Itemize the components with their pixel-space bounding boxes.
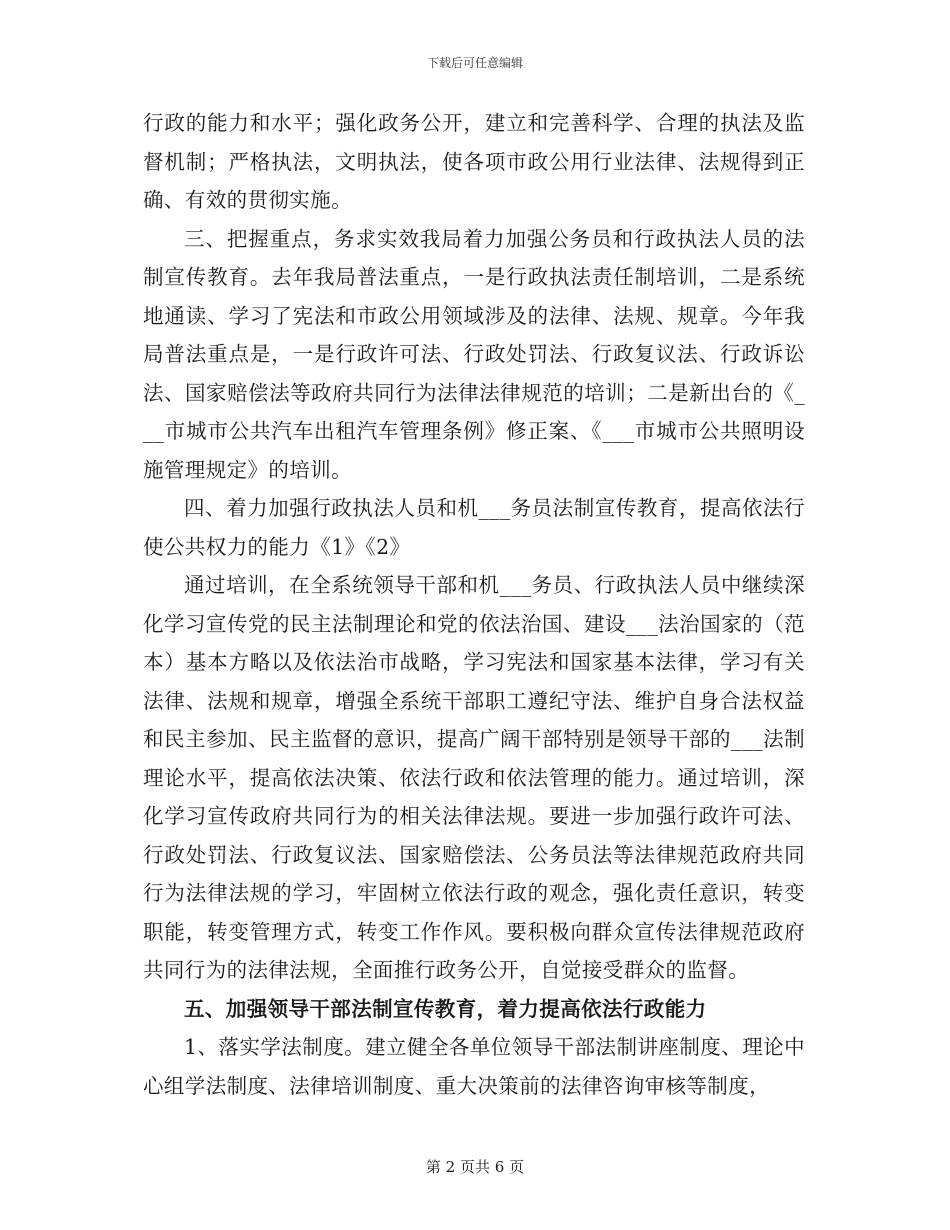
paragraph-training: 通过培训，在全系统领导干部和机___务员、行政执法人员中继续深化学习宣传党的民主法制理论和党的依法治国、建设___法治国家的（范本）基本方略以及依法治市战略，学习宪法和国家基本法律，学习有关法律、法规和规章，增强全系统干部职工遵纪守法、维护自身合法权益和民主参加、民主监督的意识，提高广阔干部特别是领导干部的___法制理论水平，提高依法决策、依法行政和依法管理的能力。通过培训，深化学习宣传政府共同行为的相关法律法规。要进一步加强行政许可法、行政处罚法、行政复议法、国家赔偿法、公务员法等法律规范政府共同行为法律法规的学习，牢固树立依法行政的观念，强化责任意识，转变职能，转变管理方式，转变工作作风。要积极向群众宣传法律规范政府共同行为的法律法规，全面推行政务公开，自觉接受群众的监督。 bbox=[143, 573, 805, 982]
paragraph-section-four-heading: 四、着力加强行政执法人员和机___务员法制宣传教育，提高依法行使公共权力的能力《1》《2》 bbox=[143, 496, 805, 559]
page-number: 第 2 页共 6 页 bbox=[425, 1158, 525, 1176]
document-body bbox=[143, 104, 805, 1105]
page-header: 下载后可任意编辑 bbox=[426, 56, 523, 70]
paragraph-continuation: 行政的能力和水平；强化政务公开，建立和完善科学、合理的执法及监督机制；严格执法，文明执法，使各项市政公用行业法律、法规得到正确、有效的贯彻实施。 bbox=[143, 111, 805, 212]
paragraph-study-system: 1、落实学法制度。建立健全各单位领导干部法制讲座制度、理论中心组学法制度、法律培训制度、重大决策前的法律咨询审核等制度， bbox=[143, 1035, 805, 1098]
section-five-heading: 五、加强领导干部法制宣传教育，着力提高依法行政能力 bbox=[184, 996, 707, 1021]
paragraph-section-three: 三、把握重点，务求实效我局着力加强公务员和行政执法人员的法制宣传教育。去年我局普法重点，一是行政执法责任制培训，二是系统地通读、学习了宪法和市政公用领域涉及的法律、法规、规章。今年我局普法重点是，一是行政许可法、行政处罚法、行政复议法、行政诉讼法、国家赔偿法等政府共同行为法律法律规范的培训；二是新出台的《___市城市公共汽车出租汽车管理条例》修正案、《___市城市公共照明设施管理规定》的培训。 bbox=[143, 226, 805, 482]
